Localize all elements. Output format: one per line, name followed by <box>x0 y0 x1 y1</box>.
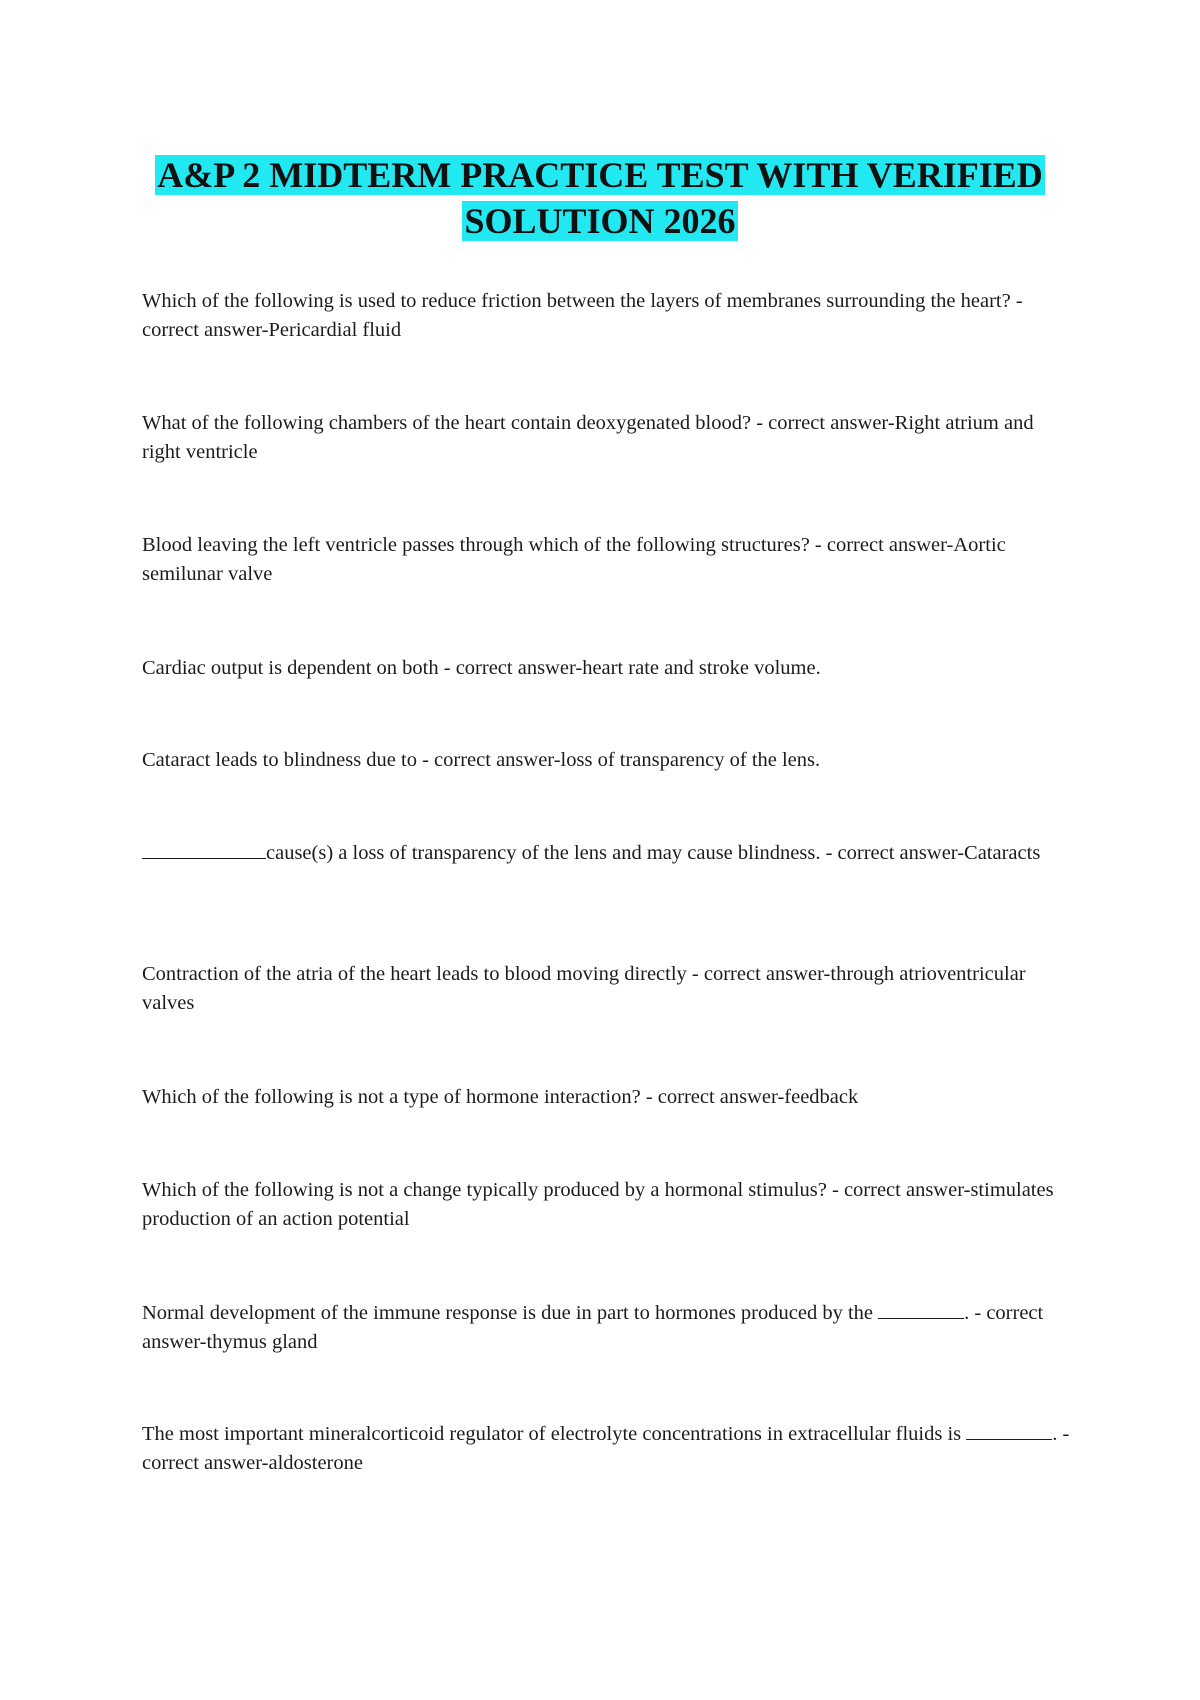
question-answer-2: What of the following chambers of the heart contain deoxygenated blood? - correct answer-Right atrium and right ventricle <box>142 412 1034 463</box>
document-title <box>0 152 1200 244</box>
title-line-1: A&P 2 MIDTERM PRACTICE TEST WITH VERIFIED <box>157 155 1043 195</box>
question-answer-11-text-after: . - correct answer-aldosterone <box>142 1423 1070 1474</box>
question-answer-4: Cardiac output is dependent on both - correct answer-heart rate and stroke volume. <box>142 657 821 679</box>
question-answer-5: Cataract leads to blindness due to - correct answer-loss of transparency of the lens. <box>142 749 821 771</box>
question-answer-3: Blood leaving the left ventricle passes through which of the following structures? - correct answer-Aortic semilunar valve <box>142 534 1006 585</box>
question-answer-10-text-after: . - correct answer-thymus gland <box>142 1302 1044 1353</box>
title-line-2: SOLUTION 2026 <box>464 201 736 241</box>
question-answer-11 <box>142 1419 1072 1478</box>
question-answer-1: Which of the following is used to reduce friction between the layers of membranes surrounding the heart? - correct answer-Pericardial fluid <box>142 290 1023 341</box>
question-answer-10-text-before: Normal development of the immune response is due in part to hormones produced by the <box>142 1302 873 1324</box>
question-answer-11-text-before: The most important mineralcorticoid regulator of electrolyte concentrations in extracellular fluids is <box>142 1423 962 1445</box>
fill-in-blank <box>966 1419 1052 1440</box>
question-answer-6 <box>142 838 1072 868</box>
question-answer-7: Contraction of the atria of the heart leads to blood moving directly - correct answer-through atrioventricular valves <box>142 963 1026 1014</box>
fill-in-blank <box>142 838 266 859</box>
fill-in-blank <box>878 1298 964 1319</box>
question-answer-9: Which of the following is not a change typically produced by a hormonal stimulus? - correct answer-stimulates production of an action potential <box>142 1179 1054 1230</box>
question-answer-10 <box>142 1298 1072 1357</box>
question-answer-8: Which of the following is not a type of hormone interaction? - correct answer-feedback <box>142 1086 859 1108</box>
question-answer-6-text: cause(s) a loss of transparency of the lens and may cause blindness. - correct answer-Cataracts <box>266 842 1041 864</box>
